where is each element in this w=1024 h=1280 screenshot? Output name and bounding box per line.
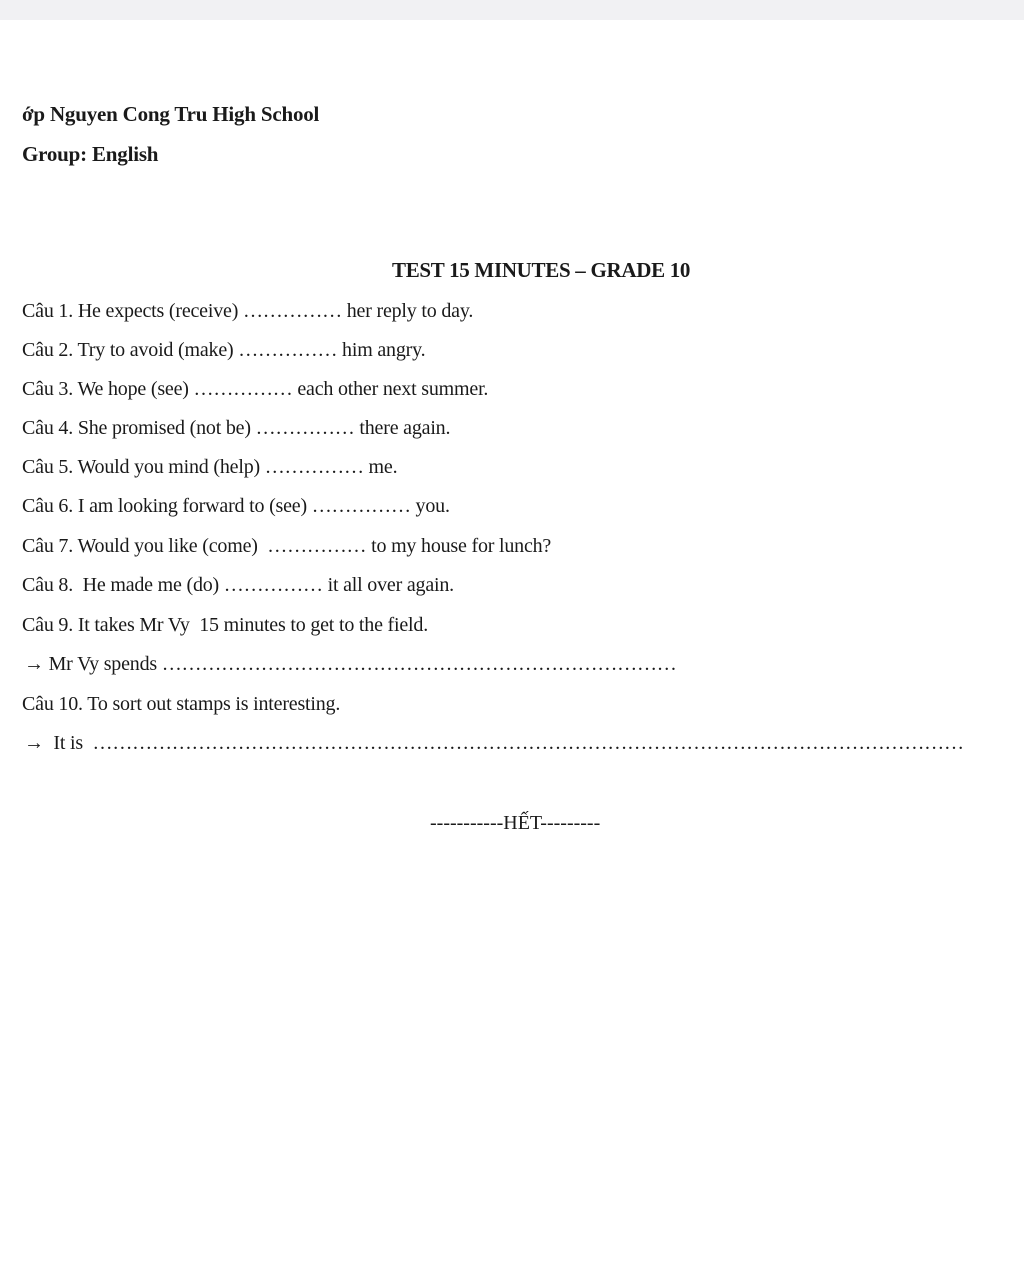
question-6: Câu 6. I am looking forward to (see) …………… you. [22, 495, 450, 517]
question-10: Câu 10. To sort out stamps is interesting. [22, 693, 341, 715]
answer-line-9: → Mr Vy spends …………………………………………………………………… [24, 653, 677, 675]
end-mark: -----------HẾT--------- [430, 812, 601, 834]
answer-line-10: → It is …………………………………………………………………………………………………………………… [24, 732, 964, 754]
question-7: Câu 7. Would you like (come) …………… to my house for lunch? [22, 535, 552, 557]
question-3: Câu 3. We hope (see) …………… each other next summer. [22, 378, 489, 400]
question-9: Câu 9. It takes Mr Vy 15 minutes to get to the field. [22, 614, 428, 636]
question-1: Câu 1. He expects (receive) …………… her reply to day. [22, 300, 474, 322]
school-name: ớp Nguyen Cong Tru High School [22, 102, 320, 126]
document-page [0, 20, 1024, 1280]
question-2: Câu 2. Try to avoid (make) …………… him angry. [22, 339, 426, 361]
browser-top-bar [0, 0, 1024, 20]
group-name: Group: English [22, 142, 159, 166]
question-4: Câu 4. She promised (not be) …………… there again. [22, 417, 451, 439]
test-title: TEST 15 MINUTES – GRADE 10 [392, 258, 691, 282]
question-8: Câu 8. He made me (do) …………… it all over again. [22, 574, 454, 596]
question-5: Câu 5. Would you mind (help) …………… me. [22, 456, 398, 478]
